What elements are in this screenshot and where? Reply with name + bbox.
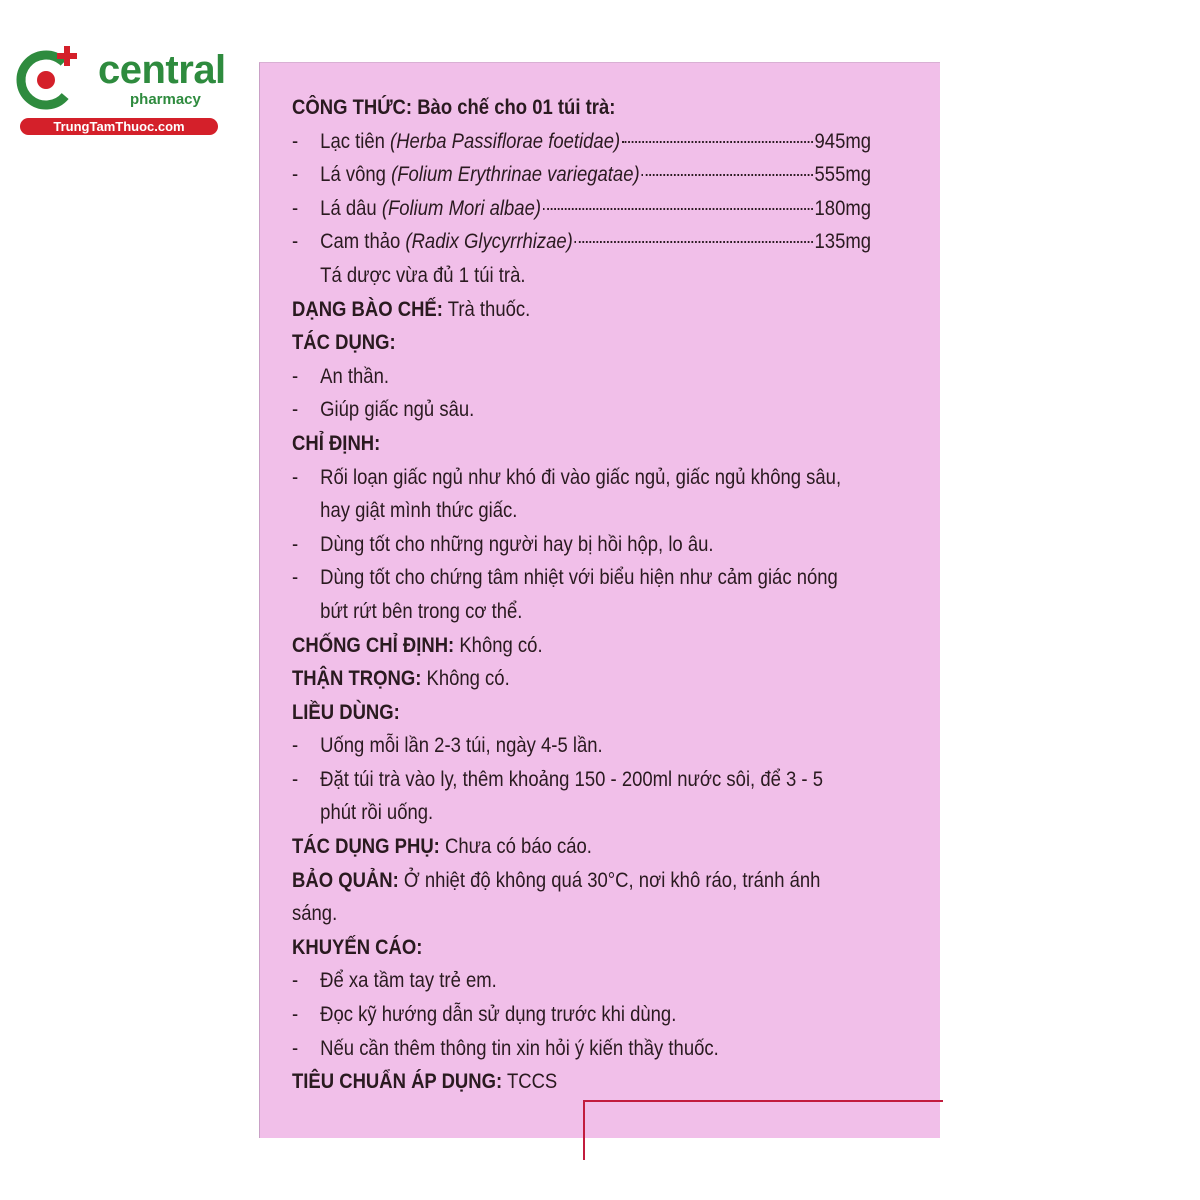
form-text: Trà thuốc. (447, 297, 531, 321)
caution-title: THẬN TRỌNG: (292, 667, 422, 691)
indication-text: Rối loạn giấc ngủ như khó đi vào giấc ngủ, giấc ngủ không sâu, (320, 465, 842, 489)
standard-title: TIÊU CHUẨN ÁP DỤNG: (292, 1070, 503, 1094)
formula-title: CÔNG THỨC: (292, 96, 413, 119)
side-effects-line (292, 830, 855, 864)
storage-title: BẢO QUẢN: (292, 868, 399, 892)
indication-item (292, 561, 855, 595)
warning-item (292, 1032, 855, 1066)
ingredient-row (292, 125, 871, 159)
ingredient-amount: 555mg (814, 163, 872, 187)
bullet: - (292, 364, 299, 388)
indications-title: CHỈ ĐỊNH: (292, 431, 381, 455)
leader-dots (575, 241, 813, 243)
red-frame-corner (583, 1100, 943, 1160)
contra-text: Không có. (459, 633, 543, 657)
indication-continuation: bứt rứt bên trong cơ thể. (320, 599, 523, 623)
label-content (292, 91, 872, 1099)
ingredient-amount: 180mg (814, 196, 872, 220)
excipient-line: Tá dược vừa đủ 1 túi trà. (320, 263, 526, 287)
ingredient-latin: (Radix Glycyrrhizae) (405, 230, 573, 254)
bullet: - (292, 767, 299, 791)
indication-text: Dùng tốt cho những người hay bị hồi hộp, lo âu. (320, 532, 714, 556)
effect-text: Giúp giấc ngủ sâu. (320, 398, 475, 422)
indication-text: Dùng tốt cho chứng tâm nhiệt với biểu hiện như cảm giác nóng (320, 566, 838, 590)
storage-text: Ở nhiệt độ không quá 30°C, nơi khô ráo, tránh ánh (403, 868, 821, 892)
caution-text: Không có. (426, 667, 510, 691)
leader-dots (622, 141, 813, 143)
bullet: - (292, 398, 299, 422)
warning-text: Đọc kỹ hướng dẫn sử dụng trước khi dùng. (320, 1003, 677, 1027)
ingredient-name: Lá vông (320, 163, 386, 187)
dosage-continuation: phút rồi uống. (320, 801, 434, 825)
formula-text: Bào chế cho 01 túi trà: (417, 96, 616, 119)
standard-text: TCCS (506, 1070, 558, 1094)
dosage-text: Đặt túi trà vào ly, thêm khoảng 150 - 200ml nước sôi, để 3 - 5 (320, 767, 823, 791)
warning-title: KHUYẾN CÁO: (292, 935, 423, 959)
ingredient-name: Cam thảo (320, 230, 401, 254)
warning-item (292, 998, 855, 1032)
side-effects-title: TÁC DỤNG PHỤ: (292, 835, 440, 859)
bullet: - (292, 465, 299, 489)
warning-text: Để xa tầm tay trẻ em. (320, 969, 497, 993)
ingredient-amount: 135mg (814, 230, 872, 254)
effect-item (292, 360, 855, 394)
effects-title: TÁC DỤNG: (292, 331, 396, 355)
bullet: - (292, 734, 299, 758)
contra-title: CHỐNG CHỈ ĐỊNH: (292, 633, 455, 657)
bullet: - (292, 566, 299, 590)
bullet: - (292, 196, 299, 220)
dosage-item (292, 729, 855, 763)
form-title: DẠNG BÀO CHẾ: (292, 297, 443, 321)
bullet: - (292, 532, 299, 556)
bullet: - (292, 1036, 299, 1060)
central-pharmacy-logo (10, 36, 226, 136)
warning-item (292, 964, 855, 998)
warning-text: Nếu cần thêm thông tin xin hỏi ý kiến thầy thuốc. (320, 1036, 719, 1060)
form-line (292, 293, 855, 327)
ingredient-latin: (Herba Passiflorae foetidae) (390, 129, 621, 153)
logo-sub: pharmacy (130, 91, 201, 108)
logo-brand: central (98, 48, 226, 92)
product-label (259, 62, 940, 1138)
dosage-item (292, 763, 855, 797)
bullet: - (292, 129, 299, 153)
storage-line (292, 864, 855, 898)
effect-text: An thần. (320, 364, 390, 388)
side-effects-text: Chưa có báo cáo. (444, 835, 592, 859)
ingredient-latin: (Folium Mori albae) (381, 196, 542, 220)
ingredient-amount: 945mg (814, 129, 872, 153)
indication-item (292, 461, 855, 495)
storage-continuation: sáng. (292, 902, 338, 926)
bullet: - (292, 230, 299, 254)
leader-dots (641, 174, 812, 176)
formula-line (292, 91, 855, 125)
caution-line (292, 662, 855, 696)
logo-site-badge: TrungTamThuoc.com (20, 118, 218, 135)
ingredient-row (292, 225, 871, 259)
effect-item (292, 393, 855, 427)
contra-line (292, 629, 855, 663)
bullet: - (292, 969, 299, 993)
ingredient-name: Lá dâu (320, 196, 377, 220)
ingredient-latin: (Folium Erythrinae variegatae) (391, 163, 640, 187)
ingredient-name: Lạc tiên (320, 129, 385, 153)
dosage-text: Uống mỗi lần 2-3 túi, ngày 4-5 lần. (320, 734, 603, 758)
dosage-title: LIỀU DÙNG: (292, 700, 400, 724)
leader-dots (543, 208, 813, 210)
ingredient-row (292, 192, 871, 226)
bullet: - (292, 1003, 299, 1027)
indication-item (292, 528, 855, 562)
indication-continuation: hay giật mình thức giấc. (320, 499, 518, 523)
bullet: - (292, 163, 299, 187)
central-logo-mark-icon (10, 40, 90, 120)
ingredient-row (292, 158, 871, 192)
standard-line (292, 1065, 855, 1099)
